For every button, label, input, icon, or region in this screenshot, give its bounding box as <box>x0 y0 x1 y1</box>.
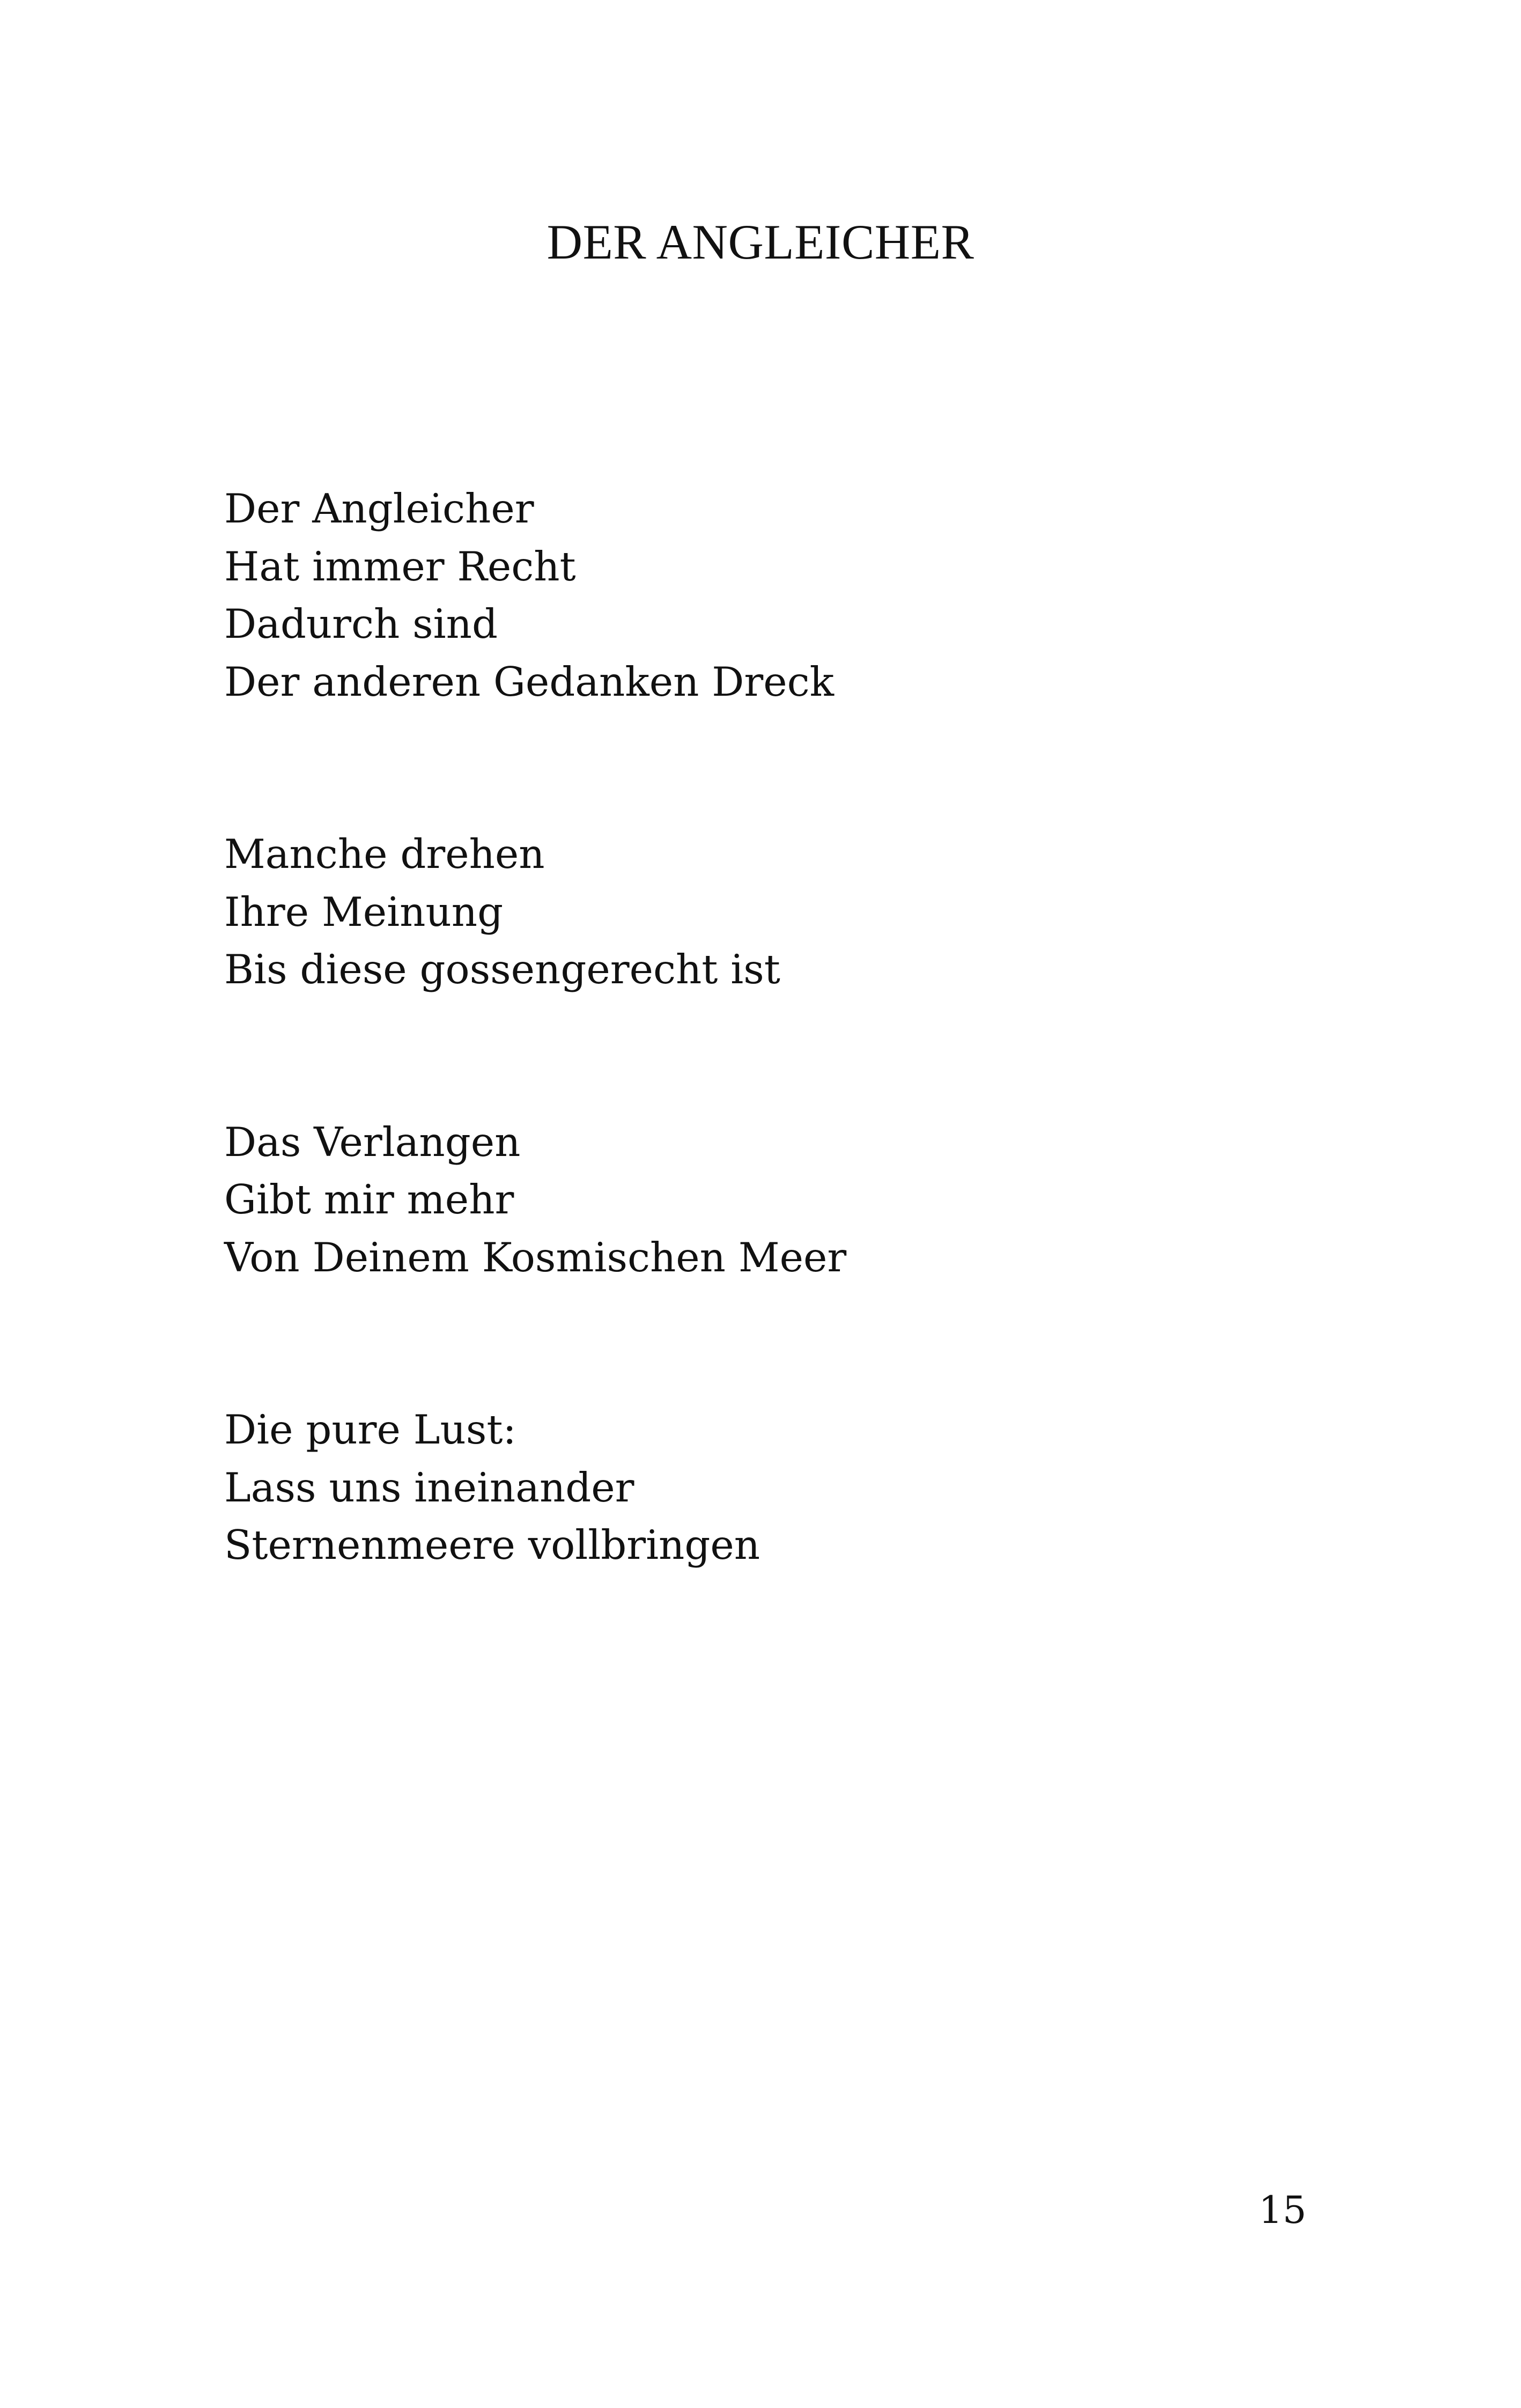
poem-title: DER ANGLEICHER <box>547 215 974 269</box>
poem-line: Von Deinem Kosmischen Meer <box>224 1233 847 1281</box>
poem-line: Manche drehen <box>224 830 545 878</box>
poem-line: Hat immer Recht <box>224 542 576 590</box>
poem-line: Sternenmeere vollbringen <box>224 1521 760 1568</box>
poem-line: Das Verlangen <box>224 1118 521 1166</box>
page-number: 15 <box>1258 2188 1306 2232</box>
poem-line: Der anderen Gedanken Dreck <box>224 658 835 705</box>
poem-line: Der Angleicher <box>224 485 534 532</box>
stanza-3 <box>224 1114 1297 1287</box>
poem-line: Dadurch sind <box>224 600 498 647</box>
stanza-4 <box>224 1401 1297 1574</box>
poem-line: Ihre Meinung <box>224 888 504 936</box>
stanza-1 <box>224 480 1297 711</box>
poem-body <box>224 480 1297 1689</box>
poem-line: Gibt mir mehr <box>224 1176 514 1223</box>
stanza-2 <box>224 826 1297 999</box>
poem-line: Bis diese gossengerecht ist <box>224 946 780 993</box>
poem-line: Die pure Lust: <box>224 1406 516 1453</box>
poem-line: Lass uns ineinander <box>224 1463 634 1511</box>
